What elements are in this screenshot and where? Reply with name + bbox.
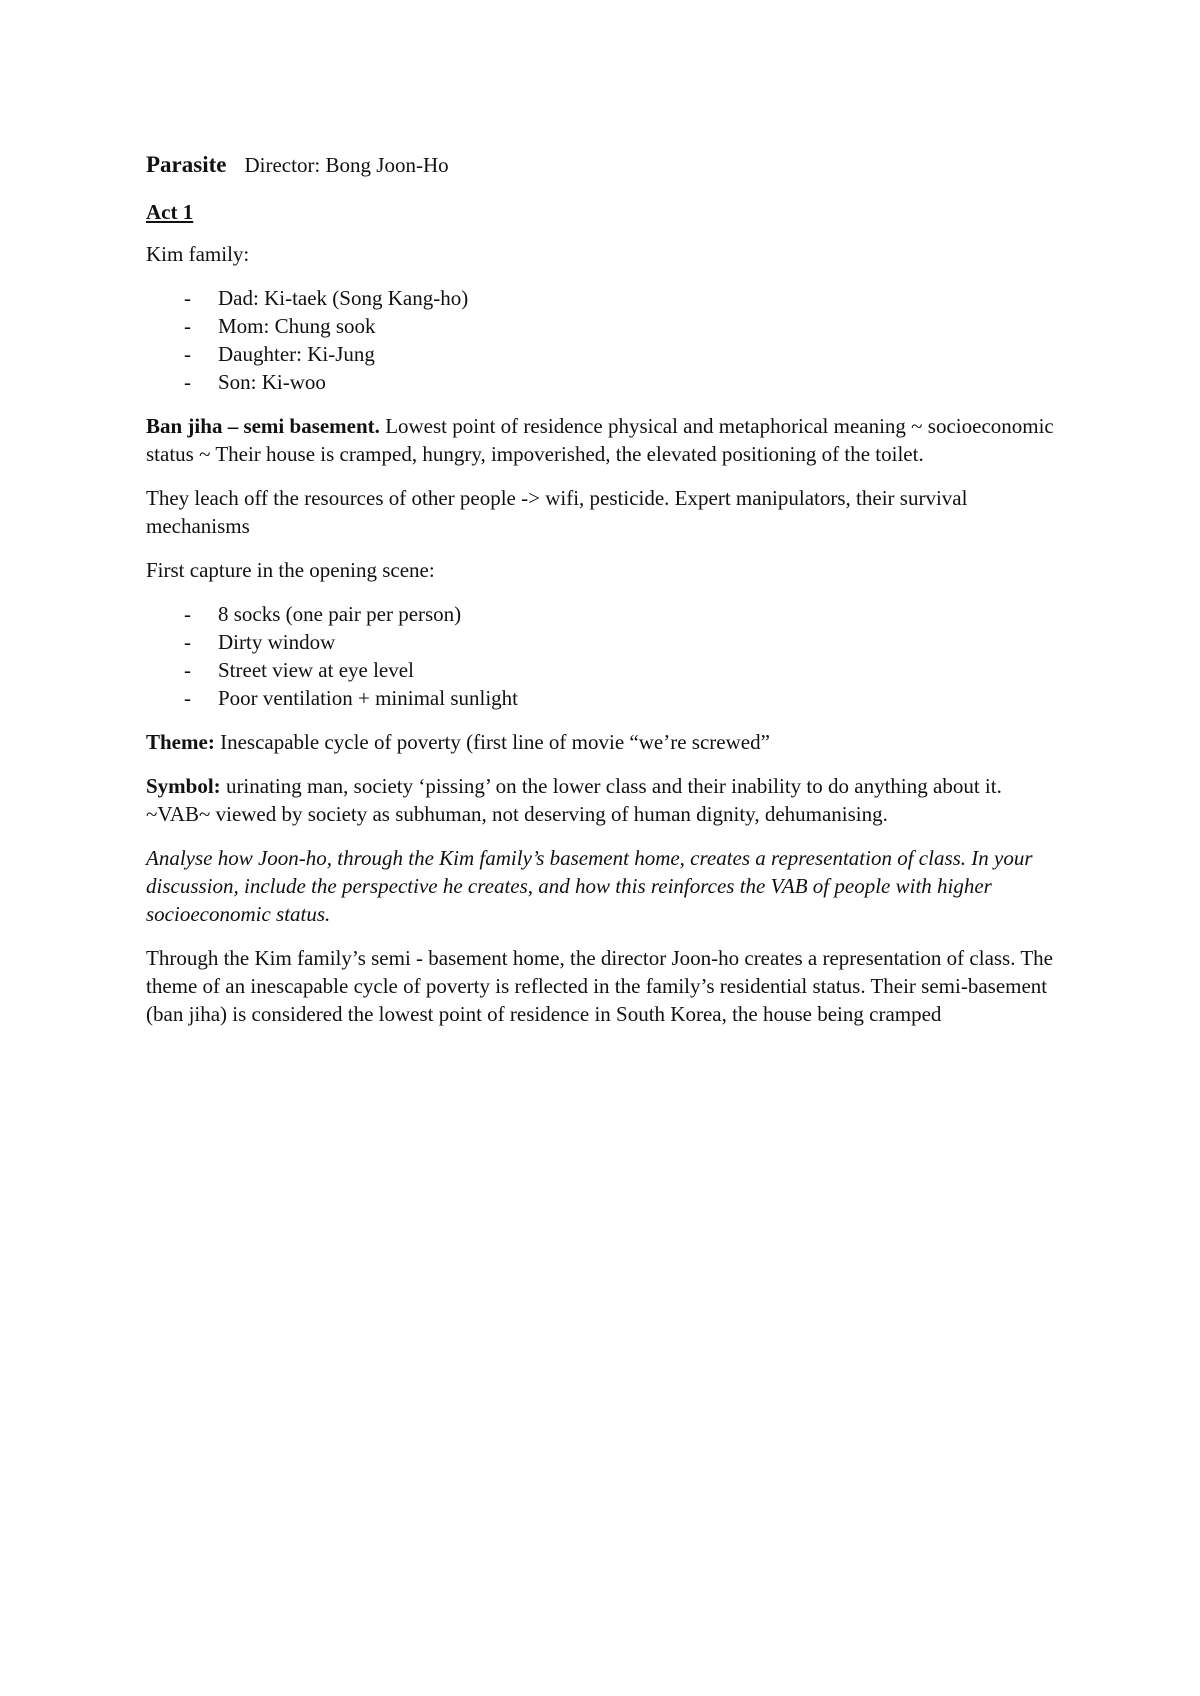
list-item-text: 8 socks (one pair per person) <box>218 602 462 626</box>
theme-paragraph <box>146 728 1066 756</box>
list-item <box>146 600 1066 628</box>
dash-bullet: - <box>184 630 191 654</box>
document-page <box>146 150 1066 1044</box>
theme-label: Theme: <box>146 730 215 754</box>
family-intro: Kim family: <box>146 242 250 266</box>
list-item <box>146 340 1066 368</box>
list-item <box>146 284 1066 312</box>
list-item-text: Daughter: Ki-Jung <box>218 342 375 366</box>
essay-paragraph: Through the Kim family’s semi - basement home, the director Joon-ho creates a representation of class. The theme of an inescapable cycle of poverty is reflected in the family’s residential status. Their semi-basement (ban jiha) is considered the lowest point of residence in South Korea, the house being cramped <box>146 946 1053 1026</box>
dash-bullet: - <box>184 286 191 310</box>
family-list <box>146 284 1066 396</box>
theme-text: Inescapable cycle of poverty (first line of movie “we’re screwed” <box>214 730 770 754</box>
document-title-line <box>146 150 1066 180</box>
ban-jiha-label: Ban jiha – semi basement. <box>146 414 380 438</box>
list-item-text: Poor ventilation + minimal sunlight <box>218 686 518 710</box>
dash-bullet: - <box>184 602 191 626</box>
list-item <box>146 656 1066 684</box>
list-item-text: Dad: Ki-taek (Song Kang-ho) <box>218 286 469 310</box>
list-item-text: Street view at eye level <box>218 658 414 682</box>
essay-prompt: Analyse how Joon-ho, through the Kim family’s basement home, creates a representation of class. In your discussion, include the perspective he creates, and how this reinforces the VAB of people with higher socioeconomic status. <box>146 846 1033 926</box>
list-item-text: Dirty window <box>218 630 336 654</box>
director-credit: Director: Bong Joon-Ho <box>244 153 449 177</box>
act-heading: Act 1 <box>146 200 194 224</box>
dash-bullet: - <box>184 370 191 394</box>
list-item-text: Son: Ki-woo <box>218 370 326 394</box>
symbol-label: Symbol: <box>146 774 221 798</box>
symbol-text: urinating man, society ‘pissing’ on the lower class and their inability to do anything about it. ~VAB~ viewed by society as subhuman, not deserving of human dignity, dehumanising. <box>146 774 1002 826</box>
film-title: Parasite <box>146 152 227 177</box>
dash-bullet: - <box>184 658 191 682</box>
capture-list <box>146 600 1066 712</box>
ban-jiha-paragraph <box>146 412 1066 468</box>
dash-bullet: - <box>184 686 191 710</box>
dash-bullet: - <box>184 314 191 338</box>
list-item-text: Mom: Chung sook <box>218 314 376 338</box>
leach-paragraph: They leach off the resources of other people -> wifi, pesticide. Expert manipulators, their survival mechanisms <box>146 486 968 538</box>
symbol-paragraph <box>146 772 1066 828</box>
list-item <box>146 312 1066 340</box>
dash-bullet: - <box>184 342 191 366</box>
list-item <box>146 684 1066 712</box>
list-item <box>146 628 1066 656</box>
ban-jiha-text: Lowest point of residence physical and metaphorical meaning ~ socioeconomic status ~ Their house is cramped, hungry, impoverished, the elevated positioning of the toilet. <box>146 414 1054 466</box>
list-item <box>146 368 1066 396</box>
first-capture-intro: First capture in the opening scene: <box>146 558 435 582</box>
